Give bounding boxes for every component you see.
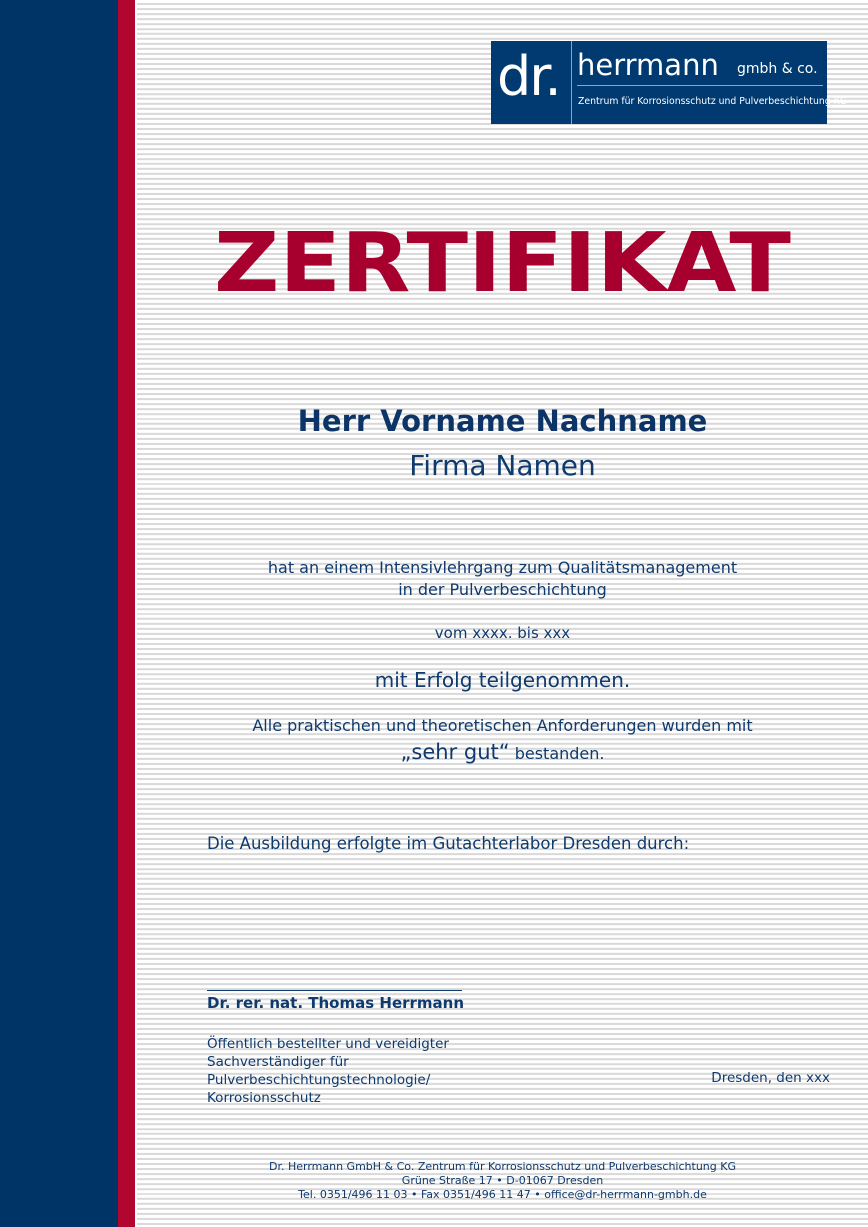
- signature-line: [207, 990, 462, 991]
- place-date: Dresden, den xxx: [711, 1070, 830, 1086]
- logo-separator: [571, 41, 572, 124]
- signatory-title-line3: Pulverbeschichtungstechnologie/: [207, 1072, 431, 1088]
- logo-company-name: herrmann: [577, 48, 719, 82]
- logo-company-suffix: gmbh & co.: [737, 61, 818, 77]
- logo-tagline: Zentrum für Korrosionsschutz und Pulverbeschichtung KG: [578, 96, 847, 107]
- recipient-company: Firma Namen: [409, 449, 596, 482]
- signatory-title-line4: Korrosionsschutz: [207, 1090, 321, 1106]
- left-red-stripe: [118, 0, 135, 1227]
- result-grade-line: [137, 738, 868, 768]
- course-description-line2: in der Pulverbeschichtung: [398, 580, 607, 599]
- result-statement: Alle praktischen und theoretischen Anforderungen wurden mit: [252, 716, 753, 735]
- footer-address: Grüne Straße 17 • D-01067 Dresden: [401, 1174, 604, 1187]
- certificate-title: ZERTIFIKAT: [214, 216, 791, 311]
- left-blue-band: [0, 0, 118, 1227]
- footer-company-line: Dr. Herrmann GmbH & Co. Zentrum für Korrosionsschutz und Pulverbeschichtung KG: [268, 1160, 736, 1173]
- signatory-title-line1: Öffentlich bestellter und vereidigter: [207, 1036, 449, 1052]
- logo-dr-mark: dr.: [497, 45, 560, 108]
- recipient-name: Herr Vorname Nachname: [297, 404, 708, 438]
- training-location: Die Ausbildung erfolgte im Gutachterlabor Dresden durch:: [207, 834, 690, 853]
- company-logo: [491, 41, 847, 124]
- success-statement: mit Erfolg teilgenommen.: [374, 668, 631, 692]
- course-description-line1: hat an einem Intensivlehrgang zum Qualitätsmanagement: [267, 558, 738, 577]
- signatory-title-line2: Sachverständiger für: [207, 1054, 349, 1070]
- grade-suffix: bestanden.: [514, 744, 605, 763]
- grade: „sehr gut“: [400, 740, 510, 764]
- logo-divider: [577, 85, 823, 86]
- course-period: vom xxxx. bis xxx: [434, 624, 571, 642]
- footer-contact: Tel. 0351/496 11 03 • Fax 0351/496 11 47 • office@dr-herrmann-gmbh.de: [298, 1188, 707, 1201]
- signatory-name: Dr. rer. nat. Thomas Herrmann: [207, 994, 465, 1012]
- stripe-divider: [135, 0, 137, 1227]
